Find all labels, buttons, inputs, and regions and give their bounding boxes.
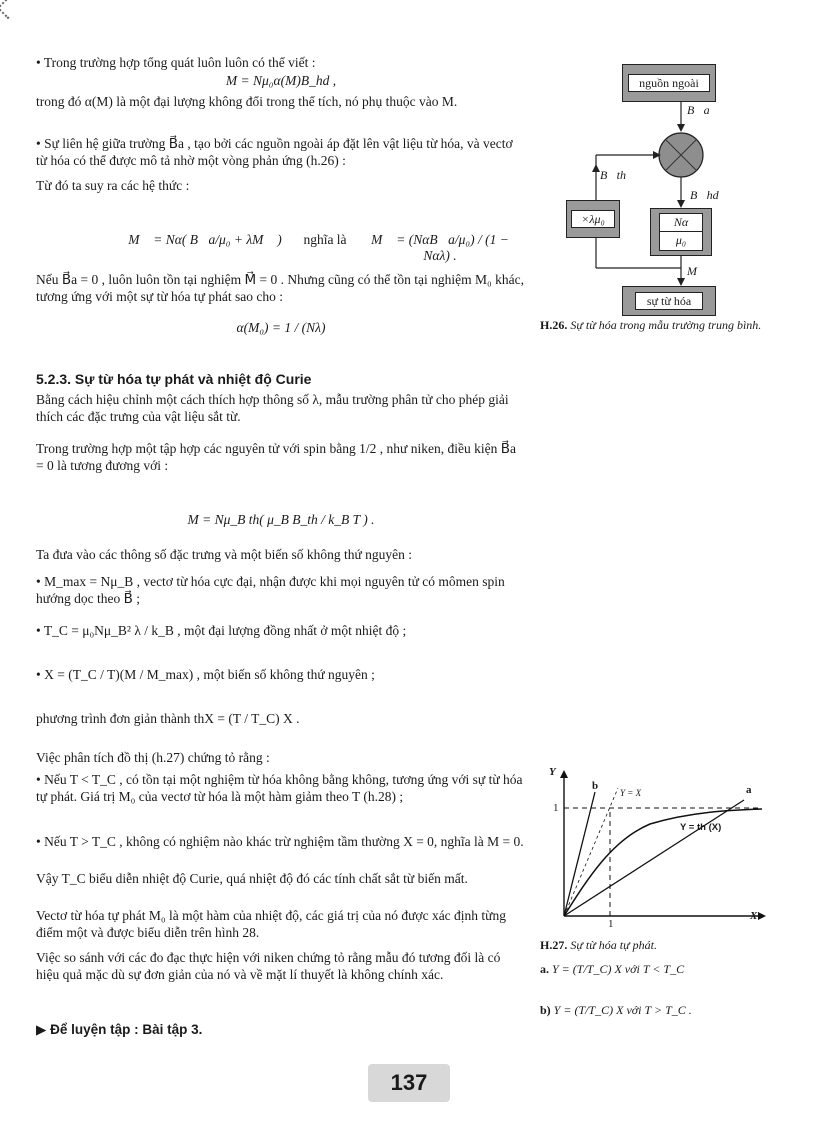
label-m: M⃗ [687,264,707,278]
case-below-tc: • Nếu T < T_C , có tồn tại một nghiệm từ hóa không bằng không, tương ứng với sự từ hóa tự phát. Giá trị M₀ của vectơ từ hóa là một hàm giảm theo T (h.28) ; [36,772,523,804]
analysis-paragraph: Việc phân tích đồ thị (h.27) chứng tỏ rằng : [36,750,270,765]
bullet-mmax: • M_max = Nμ_B , vectơ từ hóa cực đại, nhận được khi mọi nguyên tử có mômen spin hướng dọc theo B⃗ ; [36,574,505,606]
y-tick-1: 1 [553,802,559,814]
equation-3: α(M₀) = 1 / (Nλ) [236,320,326,335]
simplified-equation: phương trình đơn giản thành thX = (T / T_C) X . [36,711,300,726]
line-a-label: a [746,784,752,796]
label-bhd: B⃗hd [690,188,719,202]
equation-1: M = Nμ₀α(M)B_hd , [225,73,337,88]
label-ba: B⃗a [687,103,710,117]
relation-paragraph: • Sự liên hệ giữa trường B⃗a , tạo bởi các nguồn ngoài áp đặt lên vật liệu từ hóa, và vectơ từ hóa có thể được mô tả nhờ một vòng phản ứng (h.26) : [36,136,513,168]
comparison-paragraph: Việc so sánh với các đo đạc thực hiện với niken chứng tỏ rằng mẫu đó tương đối là có hiệu quả mặc dù sự đơn giản của nó và về mặt lí thuyết là không chính xác. [36,950,501,982]
magnetization-label: sự từ hóa [635,292,703,310]
alpha-block-num: Nα [660,214,702,232]
curie-paragraph: Vậy T_C biểu diễn nhiệt độ Curie, quá nhiệt độ đó các tính chất sắt từ biến mất. [36,871,468,886]
alpha-paragraph: trong đó α(M) là một đại lượng không đổi trong thể tích, nó phụ thuộc vào M. [36,94,458,109]
alpha-block-den: μ₀ [675,233,687,247]
equation-2-left: M⃗ = Nα( B⃗a/μ₀ + λM⃗ ) [128,232,282,247]
alpha-block [650,208,712,256]
lambda-block-label: ×λμ₀ [571,210,615,228]
x-axis-label: X [750,910,758,922]
case-a-text: Y = (T/T_C) X với T < T_C [552,962,685,976]
line-b-label: b [592,780,599,792]
external-source-label: nguồn ngoài [628,74,710,92]
spontaneous-paragraph: Vectơ từ hóa tự phát M₀ là một hàm của nhiệt độ, các giá trị của nó được xác định từng điểm một và được biểu diễn trên hình 28. [36,908,506,940]
case-above-tc: • Nếu T > T_C , không có nghiệm nào khác trừ nghiệm tầm thường X = 0, nghĩa là M = 0. [36,834,524,849]
figure-27-case-b [540,1003,790,1018]
spin-paragraph: Trong trường hợp một tập hợp các nguyên tử với spin bằng 1/2 , như niken, điều kiện B⃗a = 0 là tương đương với : [36,441,516,473]
case-b-text: Y = (T/T_C) X với T > T_C . [553,1003,692,1017]
practice-link: ▶ Để luyện tập : Bài tập 3. [36,1022,203,1037]
deduce-paragraph: Từ đó ta suy ra các hệ thức : [36,178,190,193]
parameters-paragraph: Ta đưa vào các thông số đặc trưng và một biến số không thứ nguyên : [36,547,413,562]
case-b-tag: b) [540,1003,551,1017]
solution-paragraph: Nếu B⃗a = 0 , luôn luôn tồn tại nghiệm M⃗ = 0 . Nhưng cũng có thể tồn tại nghiệm M₀ khác, tương ứng với một sự từ hóa tự phát sao cho : [36,272,524,304]
x-tick-1: 1 [608,918,614,930]
y-axis-label: Y [549,766,556,778]
intro-paragraph: • Trong trường hợp tổng quát luôn luôn có thể viết : [36,55,316,70]
label-bth: B⃗th [600,168,626,182]
equation-4: M = Nμ_B th( μ_B B_th / k_B T ) . [187,512,375,527]
bullet-x: • X = (T_C / T)(M / M_max) , một biến số không thứ nguyên ; [36,667,375,682]
external-source-box [622,64,716,102]
section-heading: 5.2.3. Sự từ hóa tự phát và nhiệt độ Curie [36,371,312,387]
equation-2-right: M⃗ = (NαB⃗a/μ₀) / (1 − Nαλ) . [371,232,509,263]
figure-26-text: Sự từ hóa trong mẫu trường trung bình. [570,318,762,332]
figure-26-number: H.26. [540,318,568,332]
alpha-block-fraction [659,213,703,251]
figure-27-graph [540,768,780,928]
magnetization-box [622,286,716,316]
bullet-tc: • T_C = μ₀Nμ_B² λ / k_B , một đại lượng đồng nhất ở một nhiệt độ ; [36,623,407,638]
lambda-paragraph: Bằng cách hiệu chỉnh một cách thích hợp thông số λ, mẫu trường phân tử cho phép giải thích các đặc trưng của vật liệu sắt từ. [36,392,509,424]
figure-27-number: H.27. [540,938,568,952]
figure-27-text: Sự từ hóa tự phát. [570,938,657,952]
equation-2-connector: nghĩa là [303,232,347,247]
th-curve-label: Y = th (X) [680,822,722,833]
lambda-block [566,200,620,238]
figure-27-case-a [540,962,790,977]
figure-27-caption [540,938,780,953]
page-number: 137 [368,1064,450,1102]
case-a-tag: a. [540,962,549,976]
figure-26-caption [540,318,780,333]
y-equals-x-label: Y = X [620,788,642,798]
scan-mark [0,0,19,19]
